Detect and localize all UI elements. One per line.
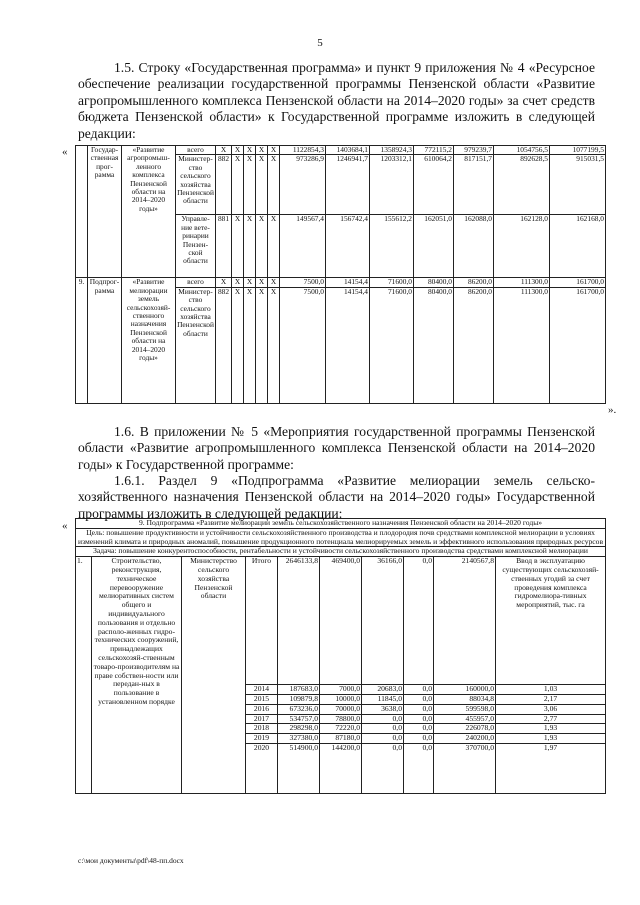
measures-table	[75, 518, 606, 794]
table-cell	[76, 146, 88, 278]
table-cell: Министер-ство сельского хозяйства Пензенской области	[176, 155, 216, 215]
table-cell: 111300,0	[494, 287, 550, 403]
paragraph-1-5-text: 1.5. Строку «Государственная программа» и пункт 9 приложения № 4 «Ресурсное обеспечение реализации государственной программы Пензенской области «Развитие агропромышленного комплекса Пензенской области на 2014–2020 годы» за счет средств бюджета Пензенской области» к Государственной программе изложить в следующей редакции:	[78, 60, 595, 141]
table-cell: 1,93	[496, 724, 606, 734]
table-cell: 80400,0	[414, 287, 454, 403]
table-cell: 20683,0	[362, 685, 404, 695]
table-cell: 71600,0	[370, 278, 414, 287]
table-cell: Государ-ственная прог-рамма	[88, 146, 122, 278]
section-title: 9. Подпрограмма «Развитие мелиорации земель сельскохозяйственного назначения Пензенской области на 2014–2020 годы»	[76, 519, 606, 529]
table-cell: 2017	[246, 714, 278, 724]
table-cell: 1122854,3	[280, 146, 326, 155]
table-cell: Х	[256, 287, 268, 403]
table-cell: Строительство, реконструкция, техническое перевооружение мелиоративных систем общего и индивидуального пользования и отдельно располо-женных гидро-технических сооружений, принадлежащих сельскохозяй-ственным товаро-производителям на праве собствен-ности или передан-ных в пользование в установленном порядке	[92, 557, 182, 794]
table-cell: всего	[176, 278, 216, 287]
table-row	[76, 519, 606, 529]
table-cell: 162128,0	[494, 215, 550, 278]
table-cell: 0,0	[404, 685, 434, 695]
table-cell: 2015	[246, 694, 278, 704]
table-cell: 370700,0	[434, 743, 496, 793]
table-cell: 892628,5	[494, 155, 550, 215]
table-cell: 0,0	[404, 724, 434, 734]
table-cell: 149567,4	[280, 215, 326, 278]
table-cell: 71600,0	[370, 287, 414, 403]
table-cell: 0,0	[404, 704, 434, 714]
table-cell: Министерство сельского хозяйства Пензенской области	[182, 557, 246, 794]
table-cell: 161700,0	[550, 278, 606, 287]
table-cell: 80400,0	[414, 278, 454, 287]
table-cell: Х	[268, 155, 280, 215]
paragraph-1-6	[78, 424, 595, 473]
table-cell: Министер-ство сельского хозяйства Пензенской области	[176, 287, 216, 403]
table-cell: 88034,8	[434, 694, 496, 704]
table-cell: 156742,4	[326, 215, 370, 278]
table-cell: 2,77	[496, 714, 606, 724]
table-cell: 1358924,3	[370, 146, 414, 155]
table-cell: 0,0	[362, 714, 404, 724]
table-cell: 0,0	[404, 714, 434, 724]
table-cell: 2,17	[496, 694, 606, 704]
table-cell: 86200,0	[454, 278, 494, 287]
table-cell: 881	[216, 215, 232, 278]
table-cell: 979239,7	[454, 146, 494, 155]
table-cell: 455957,0	[434, 714, 496, 724]
table-cell: 70000,0	[320, 704, 362, 714]
table-cell: 0,0	[404, 557, 434, 685]
resource-table	[75, 145, 606, 404]
table-cell: 2016	[246, 704, 278, 714]
table-cell: 3,06	[496, 704, 606, 714]
table-cell: 2014	[246, 685, 278, 695]
table-cell: Х	[216, 278, 232, 287]
table-cell: Х	[216, 146, 232, 155]
table-cell: Х	[268, 146, 280, 155]
table-cell: Х	[232, 278, 244, 287]
task-text: Задача: повышение конкурентоспособности, рентабельности и устойчивости сельскохозяйственного производства средствами комплексной мелиорации	[76, 547, 606, 557]
table-cell: 162051,0	[414, 215, 454, 278]
table-cell: 187683,0	[278, 685, 320, 695]
table-cell: Подпрог-рамма	[88, 278, 122, 403]
table-cell: 7500,0	[280, 287, 326, 403]
table-cell: 1403684,1	[326, 146, 370, 155]
table-cell: 0,0	[404, 694, 434, 704]
table-cell: Х	[244, 215, 256, 278]
table-row	[76, 528, 606, 547]
table-cell: 2020	[246, 743, 278, 793]
paragraph-1-6-1	[78, 473, 595, 522]
table-cell: 0,0	[362, 724, 404, 734]
table-cell: 162088,0	[454, 215, 494, 278]
table-cell: 915031,5	[550, 155, 606, 215]
table-cell: 882	[216, 155, 232, 215]
table-cell: 469400,0	[320, 557, 362, 685]
table-cell: 1,97	[496, 743, 606, 793]
table-cell: 2019	[246, 734, 278, 744]
table-cell: 534757,0	[278, 714, 320, 724]
table-cell: 111300,0	[494, 278, 550, 287]
table-cell: 610064,2	[414, 155, 454, 215]
table-row	[76, 278, 606, 287]
table-cell: 0,0	[362, 743, 404, 793]
table-cell: Х	[268, 278, 280, 287]
paragraph-1-5	[78, 60, 595, 142]
table-cell: 514900,0	[278, 743, 320, 793]
table-cell: 11845,0	[362, 694, 404, 704]
table-cell: 1203312,1	[370, 155, 414, 215]
table-cell: Х	[256, 155, 268, 215]
table-cell: 36166,0	[362, 557, 404, 685]
table-cell: 973286,9	[280, 155, 326, 215]
table-cell: 2018	[246, 724, 278, 734]
table-cell: 9.	[76, 278, 88, 403]
table-cell: всего	[176, 146, 216, 155]
table-cell: «Развитие агропромыш-ленного комплекса Пензенской области на 2014–2020 годы»	[122, 146, 176, 278]
table-cell: 14154,4	[326, 278, 370, 287]
table-cell: 3638,0	[362, 704, 404, 714]
table-cell: Х	[232, 146, 244, 155]
table-cell: 599598,0	[434, 704, 496, 714]
table-cell: 0,0	[362, 734, 404, 744]
table-cell: 1077199,5	[550, 146, 606, 155]
table-cell: Х	[256, 215, 268, 278]
table-cell: 10000,0	[320, 694, 362, 704]
table-cell: 160000,0	[434, 685, 496, 695]
table-cell: Ввод в эксплуатацию существующих сельскохозяй-ственных угодий за счет проведения комплекса гидромелиора-тивных мероприятий, тыс. га	[496, 557, 606, 685]
table-cell: 1246941,7	[326, 155, 370, 215]
table-cell: Х	[232, 215, 244, 278]
table-cell: Х	[244, 287, 256, 403]
table1-close-quote: ».	[608, 404, 617, 416]
table-cell: 0,0	[404, 734, 434, 744]
table-cell: Х	[256, 146, 268, 155]
table-cell: Х	[232, 287, 244, 403]
paragraph-1-6-text: 1.6. В приложении № 5 «Мероприятия государственной программы Пензенской области «Развитие агропромышленного комплекса Пензенской области на 2014–2020 годы» к Государственной программе:	[78, 424, 595, 472]
table-cell: 226078,0	[434, 724, 496, 734]
table-cell: 882	[216, 287, 232, 403]
table-cell: 772115,2	[414, 146, 454, 155]
table-row	[76, 557, 606, 685]
table-cell: 1,03	[496, 685, 606, 695]
table-cell: Х	[232, 155, 244, 215]
footer-file-path: c:\мои документы\pdf\48-пп.docx	[78, 856, 184, 865]
table-cell: Х	[268, 287, 280, 403]
table-cell: 14154,4	[326, 287, 370, 403]
table-cell: 2140567,8	[434, 557, 496, 685]
table-cell: 86200,0	[454, 287, 494, 403]
paragraph-1-6-1-text: 1.6.1. Раздел 9 «Подпрограмма «Развитие мелиорации земель сельско-хозяйственного назначения Пензенской области на 2014–2020 годы» Государственной программы изложить в следующей редакции:	[78, 473, 595, 521]
table-cell: 155612,2	[370, 215, 414, 278]
table-cell: 144200,0	[320, 743, 362, 793]
table1-open-quote: «	[62, 146, 68, 158]
table-cell: 87180,0	[320, 734, 362, 744]
table-cell: Управле-ние вете-ринарии Пензен-ской области	[176, 215, 216, 278]
table-cell: 673236,0	[278, 704, 320, 714]
table-cell: 72220,0	[320, 724, 362, 734]
table-cell: 162168,0	[550, 215, 606, 278]
table-row	[76, 547, 606, 557]
table-cell: 298298,0	[278, 724, 320, 734]
table-cell: Х	[244, 146, 256, 155]
table2-open-quote: «	[62, 520, 68, 532]
table-cell: 1.	[76, 557, 92, 794]
table-cell: 817151,7	[454, 155, 494, 215]
goal-text: Цель: повышение продуктивности и устойчивости сельскохозяйственного производства и плодородия почв средствами комплексной мелиорации в условиях изменений климата и природных аномалий, повышение продукционного потенциала мелиорируемых земель и эффективного использования природных ресурсов	[76, 528, 606, 547]
table-cell: Х	[268, 215, 280, 278]
table-row	[76, 146, 606, 155]
page-number: 5	[317, 37, 323, 49]
table-cell: 161700,0	[550, 287, 606, 403]
table-cell: 1,93	[496, 734, 606, 744]
table-cell: 327380,0	[278, 734, 320, 744]
table-cell: 78800,0	[320, 714, 362, 724]
table-cell: 1054756,5	[494, 146, 550, 155]
table-cell: 2646133,8	[278, 557, 320, 685]
table-cell: Х	[244, 155, 256, 215]
table-cell: Х	[244, 278, 256, 287]
table-cell: Х	[256, 278, 268, 287]
table-cell: 7000,0	[320, 685, 362, 695]
table-cell: 0,0	[404, 743, 434, 793]
table-cell: 240200,0	[434, 734, 496, 744]
table-cell: Итого	[246, 557, 278, 685]
table-cell: 109879,8	[278, 694, 320, 704]
table-cell: 7500,0	[280, 278, 326, 287]
table-cell: «Развитие мелиорации земель сельскохозяй-ственного назначения Пензенской области на 2014–2020 годы»	[122, 278, 176, 403]
